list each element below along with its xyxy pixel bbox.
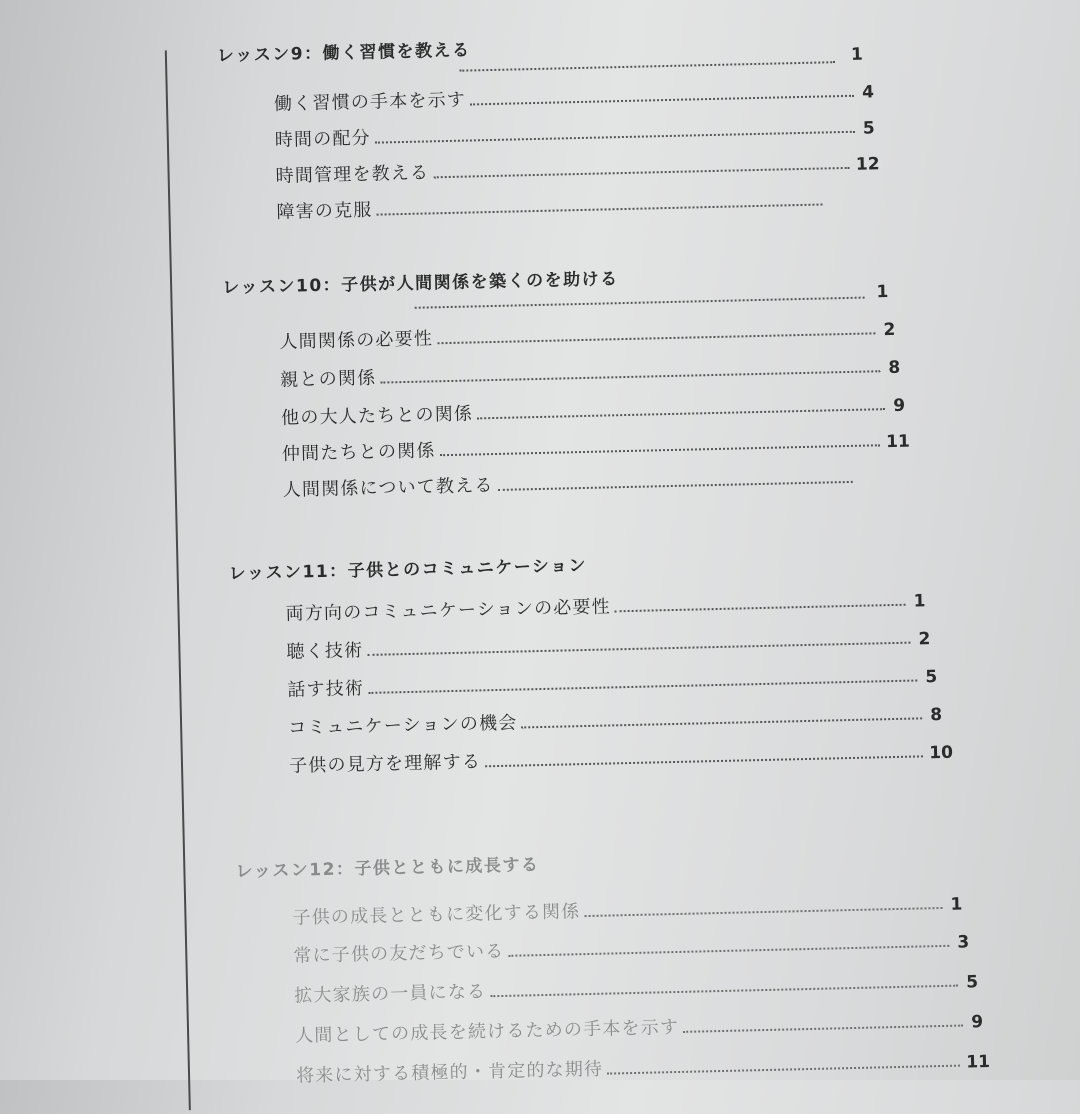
entry-label: 両方向のコミュニケーションの必要性 <box>285 592 611 625</box>
entry-label: 時間管理を教える <box>275 158 429 187</box>
toc-entry <box>294 966 978 1008</box>
lesson-10-title: レッスン10：子供が人間関係を築くのを助ける <box>222 264 619 298</box>
entry-page: 5 <box>923 667 937 687</box>
dot-leader <box>433 167 850 178</box>
lesson-9-page: 1 <box>851 45 863 65</box>
entry-page: 2 <box>881 320 895 340</box>
entry-page: 5 <box>861 118 875 138</box>
toc-entry <box>288 699 942 740</box>
entry-label: コミュニケーションの機会 <box>288 709 518 740</box>
toc-entry <box>275 112 875 152</box>
entry-page: 10 <box>929 743 953 764</box>
dot-leader <box>585 907 943 917</box>
entry-page: 3 <box>955 932 969 952</box>
lesson-12-title: レッスン12：子供とともに成長する <box>235 850 539 882</box>
toc-entry <box>275 148 879 188</box>
margin-rule <box>165 50 191 1110</box>
entry-label: 障害の克服 <box>276 196 373 224</box>
lesson-10-page: 1 <box>876 282 888 302</box>
entry-page: 4 <box>860 82 874 102</box>
dot-leader <box>368 679 917 693</box>
toc-entry <box>274 76 874 116</box>
dot-leader <box>375 131 855 144</box>
dot-leader <box>470 95 854 106</box>
entry-page: 5 <box>964 972 978 992</box>
toc-entry <box>293 926 969 967</box>
toc-entry <box>285 585 925 626</box>
entry-label: 拡大家族の一員になる <box>294 977 487 1007</box>
dot-leader <box>615 604 906 613</box>
toc-entry <box>286 623 930 664</box>
entry-label: 将来に対する積極的・肯定的な期待 <box>296 1055 604 1088</box>
entry-label: 仲間たちとの関係 <box>282 436 436 465</box>
lesson-11-title: レッスン11：子供とのコミュニケーション <box>228 551 587 584</box>
entry-label: 親との関係 <box>280 364 377 392</box>
dot-leader <box>607 1065 960 1075</box>
dot-leader <box>485 755 923 767</box>
toc-entry <box>282 462 872 501</box>
entry-page: 8 <box>886 358 900 378</box>
entry-label: 常に子供の友だちでいる <box>293 937 505 968</box>
entry-label: 子供の成長とともに変化する関係 <box>292 897 581 930</box>
dot-leader <box>683 1025 963 1033</box>
dot-leader <box>437 332 875 344</box>
dot-leader <box>498 481 853 491</box>
entry-label: 人間関係について教える <box>282 471 493 502</box>
toc-entry <box>292 889 962 930</box>
dot-leader <box>508 945 949 957</box>
entry-page: 11 <box>886 432 910 453</box>
toc-entry <box>296 1046 990 1088</box>
dot-leader <box>367 642 910 656</box>
entry-label: 他の大人たちとの関係 <box>281 399 474 429</box>
entry-label: 時間の配分 <box>275 124 372 152</box>
dot-leader <box>522 717 923 728</box>
entry-page: 1 <box>911 591 925 611</box>
entry-label: 人間としての成長を続けるための手本を示す <box>295 1013 679 1048</box>
lesson-10-leader <box>415 297 865 309</box>
toc-entry <box>280 352 900 392</box>
entry-page: 11 <box>966 1052 990 1073</box>
toc-entry <box>276 185 842 224</box>
toc-entry <box>281 390 905 430</box>
entry-page: 12 <box>856 154 880 175</box>
toc-entry <box>287 661 937 702</box>
lesson-9-leader <box>459 61 835 72</box>
entry-label: 話す技術 <box>287 674 364 702</box>
dot-leader <box>477 408 885 419</box>
entry-page: 2 <box>916 629 930 649</box>
toc-entry <box>295 1006 983 1048</box>
entry-page: 1 <box>948 895 962 915</box>
entry-label: 聴く技術 <box>286 636 363 664</box>
dot-leader <box>380 370 880 383</box>
toc-entry <box>289 737 953 778</box>
entry-page: 8 <box>928 705 942 725</box>
entry-page: 9 <box>891 396 905 416</box>
dot-leader <box>490 985 958 998</box>
entry-label: 働く習慣の手本を示す <box>274 86 467 116</box>
lesson-9-title: レッスン9：働く習慣を教える <box>217 35 471 66</box>
entry-label: 人間関係の必要性 <box>279 324 433 353</box>
entry-label: 子供の見方を理解する <box>289 747 482 777</box>
entry-page: 9 <box>969 1012 983 1032</box>
dot-leader <box>377 204 823 216</box>
toc-entry <box>279 314 895 354</box>
dot-leader <box>440 444 881 456</box>
toc-entry <box>282 426 910 466</box>
